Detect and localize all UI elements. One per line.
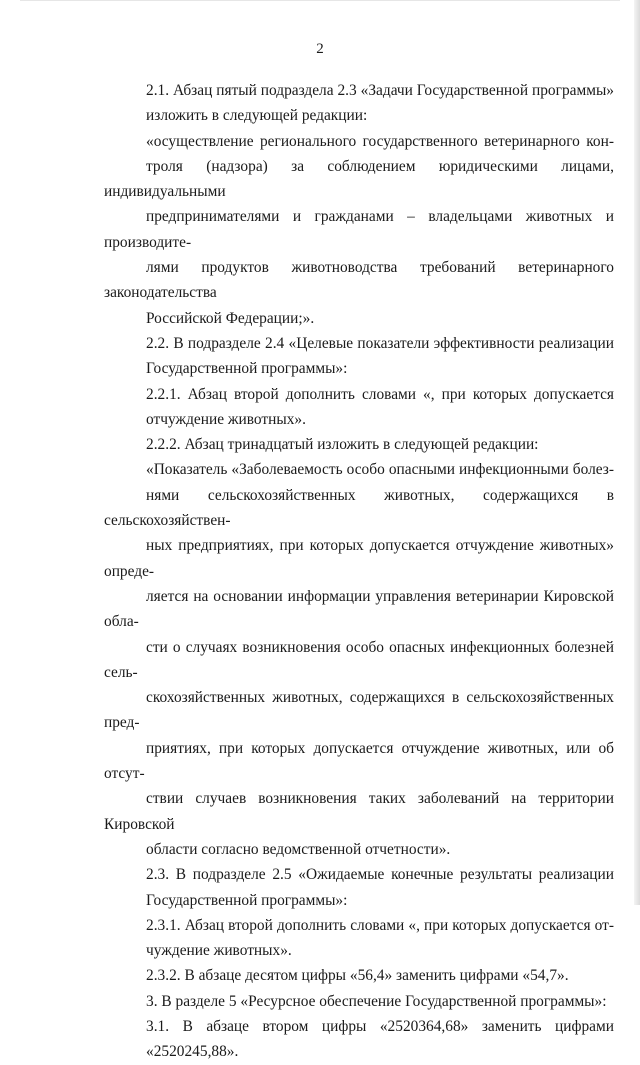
paragraph-2-3 [104,862,614,913]
text-line: 2.3.1. Абзац второй дополнить словами «, при которых допускается от- [146,916,614,934]
document-body [104,78,614,1065]
paragraph-2-2 [104,331,614,382]
text-line: Российской Федерации;». [146,309,315,327]
text-line: отчуждение животных». [146,410,306,428]
page-number: 2 [316,41,324,57]
text-line: скохозяйственных животных, содержащихся в сельскохозяйственных пред- [104,689,614,732]
text-line: троля (надзора) за соблюдением юридическими лицами, индивидуальными [104,157,614,201]
text-line: 3. В разделе 5 «Ресурсное обеспечение Государственной программы»: [146,992,607,1010]
text-line: 2.3. В подразделе 2.5 «Ожидаемые конечные результаты реализации [146,866,614,884]
paragraph-quote-indicator [104,457,614,862]
paragraph-2-2-1 [104,382,614,433]
text-line: 2.1. Абзац пятый подраздела 2.3 «Задачи Государственной программы» [146,82,614,99]
text-line: Государственной программы»: [146,891,348,909]
text-line: 2.2.2. Абзац тринадцатый изложить в следующей редакции: [146,436,539,454]
paragraph-2-3-1 [104,913,614,964]
text-line: изложить в следующей редакции: [146,107,368,125]
text-line: «осуществление регионального государственного ветеринарного кон- [146,132,614,150]
paragraph-3-1 [104,1014,614,1065]
text-line: «Показатель «Заболеваемость особо опасными инфекционными болез- [146,461,614,479]
text-line: 2.2.1. Абзац второй дополнить словами «, при которых допускается [146,385,614,403]
text-line: ных предприятиях, при которых допускается отчуждение животных» опреде- [104,537,614,580]
paragraph-2-3-2 [104,963,614,988]
paragraph-quote-veterinary-control [104,129,614,331]
text-line: предпринимателями и гражданами – владельцами животных и производите- [104,208,614,251]
text-line: лями продуктов животноводства требований ветеринарного законодательства [104,259,614,302]
text-line: приятиях, при которых допускается отчуждение животных, или об отсут- [104,739,614,783]
text-line: ляется на основании информации управления ветеринарии Кировской обла- [104,587,614,631]
text-line: 2.3.2. В абзаце десятом цифры «56,4» заменить цифрами «54,7». [146,967,569,985]
text-line: ствии случаев возникновения таких заболеваний на территории Кировской [104,790,614,833]
scan-top-edge [20,0,620,5]
text-line: 3.1. В абзаце втором цифры «2520364,68» заменить цифрами [146,1017,614,1035]
text-line: чуждение животных». [146,942,292,960]
scan-right-edge [634,0,640,905]
text-line: Государственной программы»: [146,360,348,378]
paragraph-3 [104,989,614,1014]
paragraph-2-2-2 [104,432,614,457]
paragraph-2-1 [104,78,614,129]
text-line: 2.2. В подразделе 2.4 «Целевые показатели эффективности реализации [146,334,614,352]
text-line: нями сельскохозяйственных животных, содержащихся в сельскохозяйствен- [104,486,614,530]
text-line: сти о случаях возникновения особо опасных инфекционных болезней сель- [104,638,614,681]
text-line: «2520245,88». [146,1043,239,1061]
text-line: области согласно ведомственной отчетности». [146,840,451,858]
